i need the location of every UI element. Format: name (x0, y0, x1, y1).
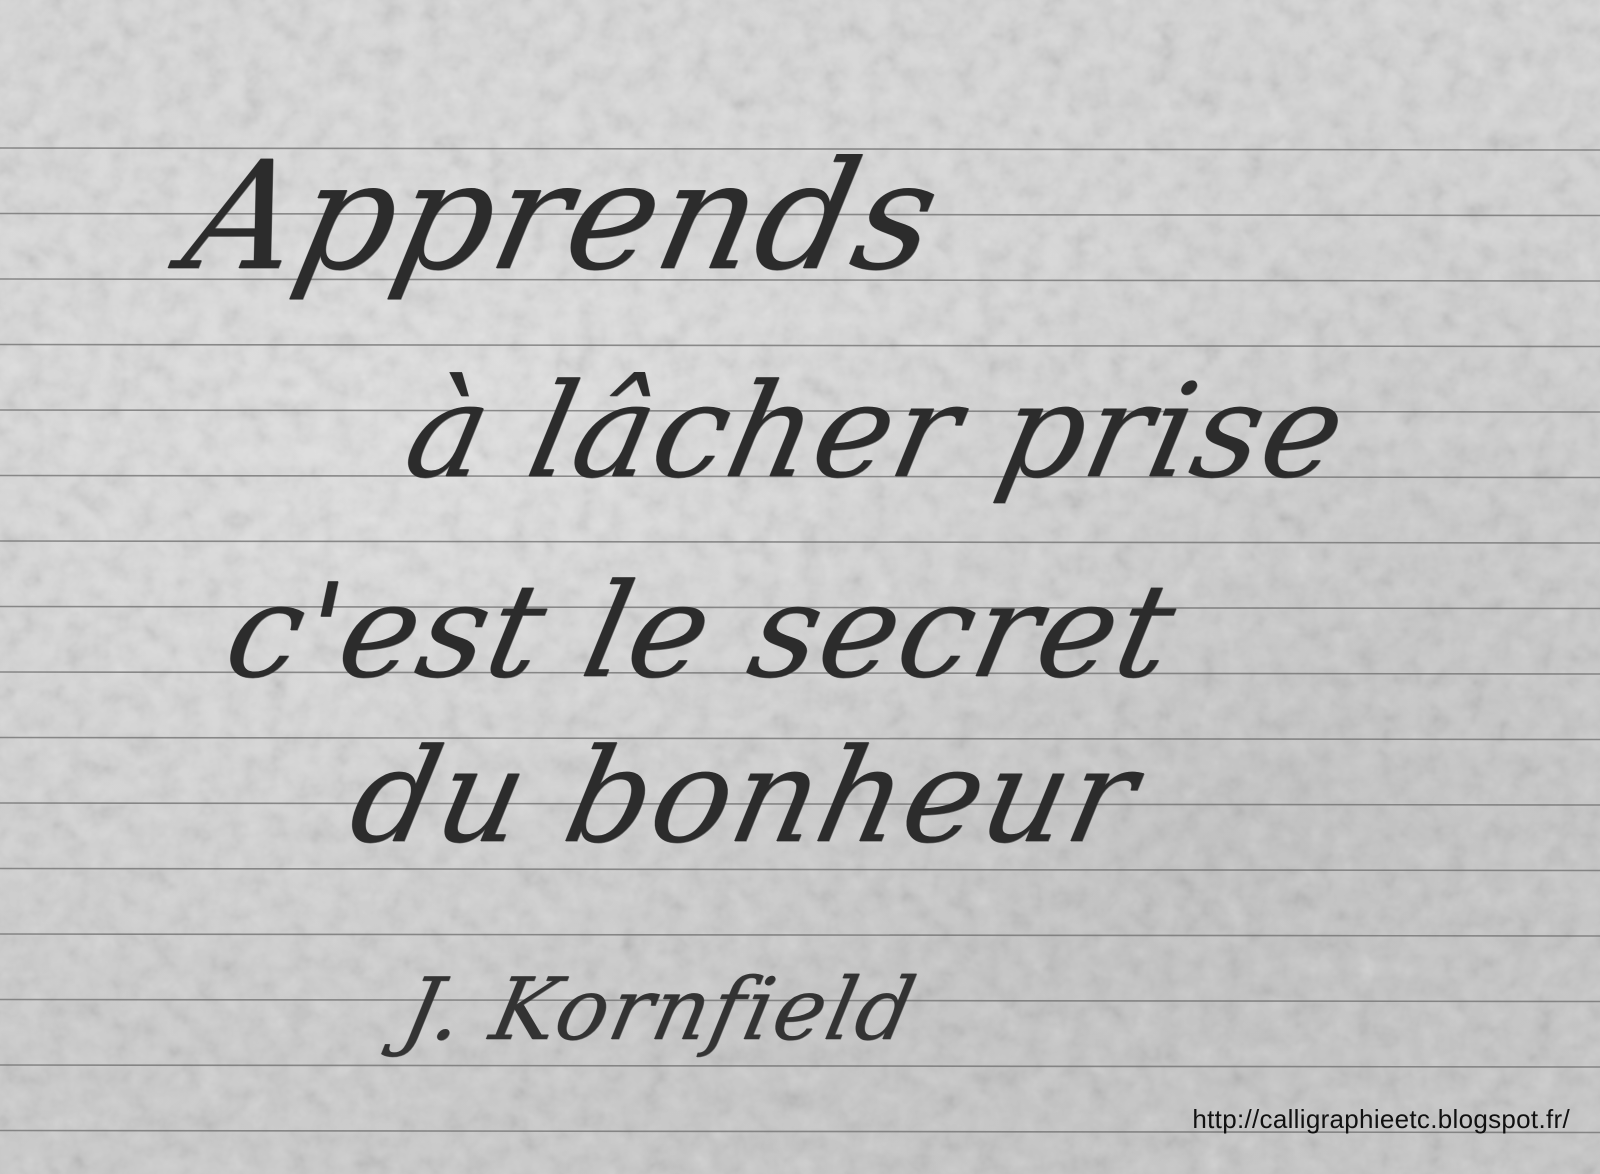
rule-line (0, 1065, 1600, 1067)
rule-line (0, 345, 1600, 347)
watermark-url: http://calligraphieetc.blogspot.fr/ (1192, 1104, 1570, 1134)
rule-line (0, 541, 1600, 543)
quote-line-1: Apprends (171, 130, 955, 304)
quote-line-4: du bonheur (338, 720, 1152, 872)
author-signature: J. Kornfield (394, 960, 926, 1060)
quote-line-2: à lâcher prise (393, 355, 1360, 507)
quote-line-3: c'est le secret (213, 555, 1190, 707)
rule-line (0, 934, 1600, 936)
